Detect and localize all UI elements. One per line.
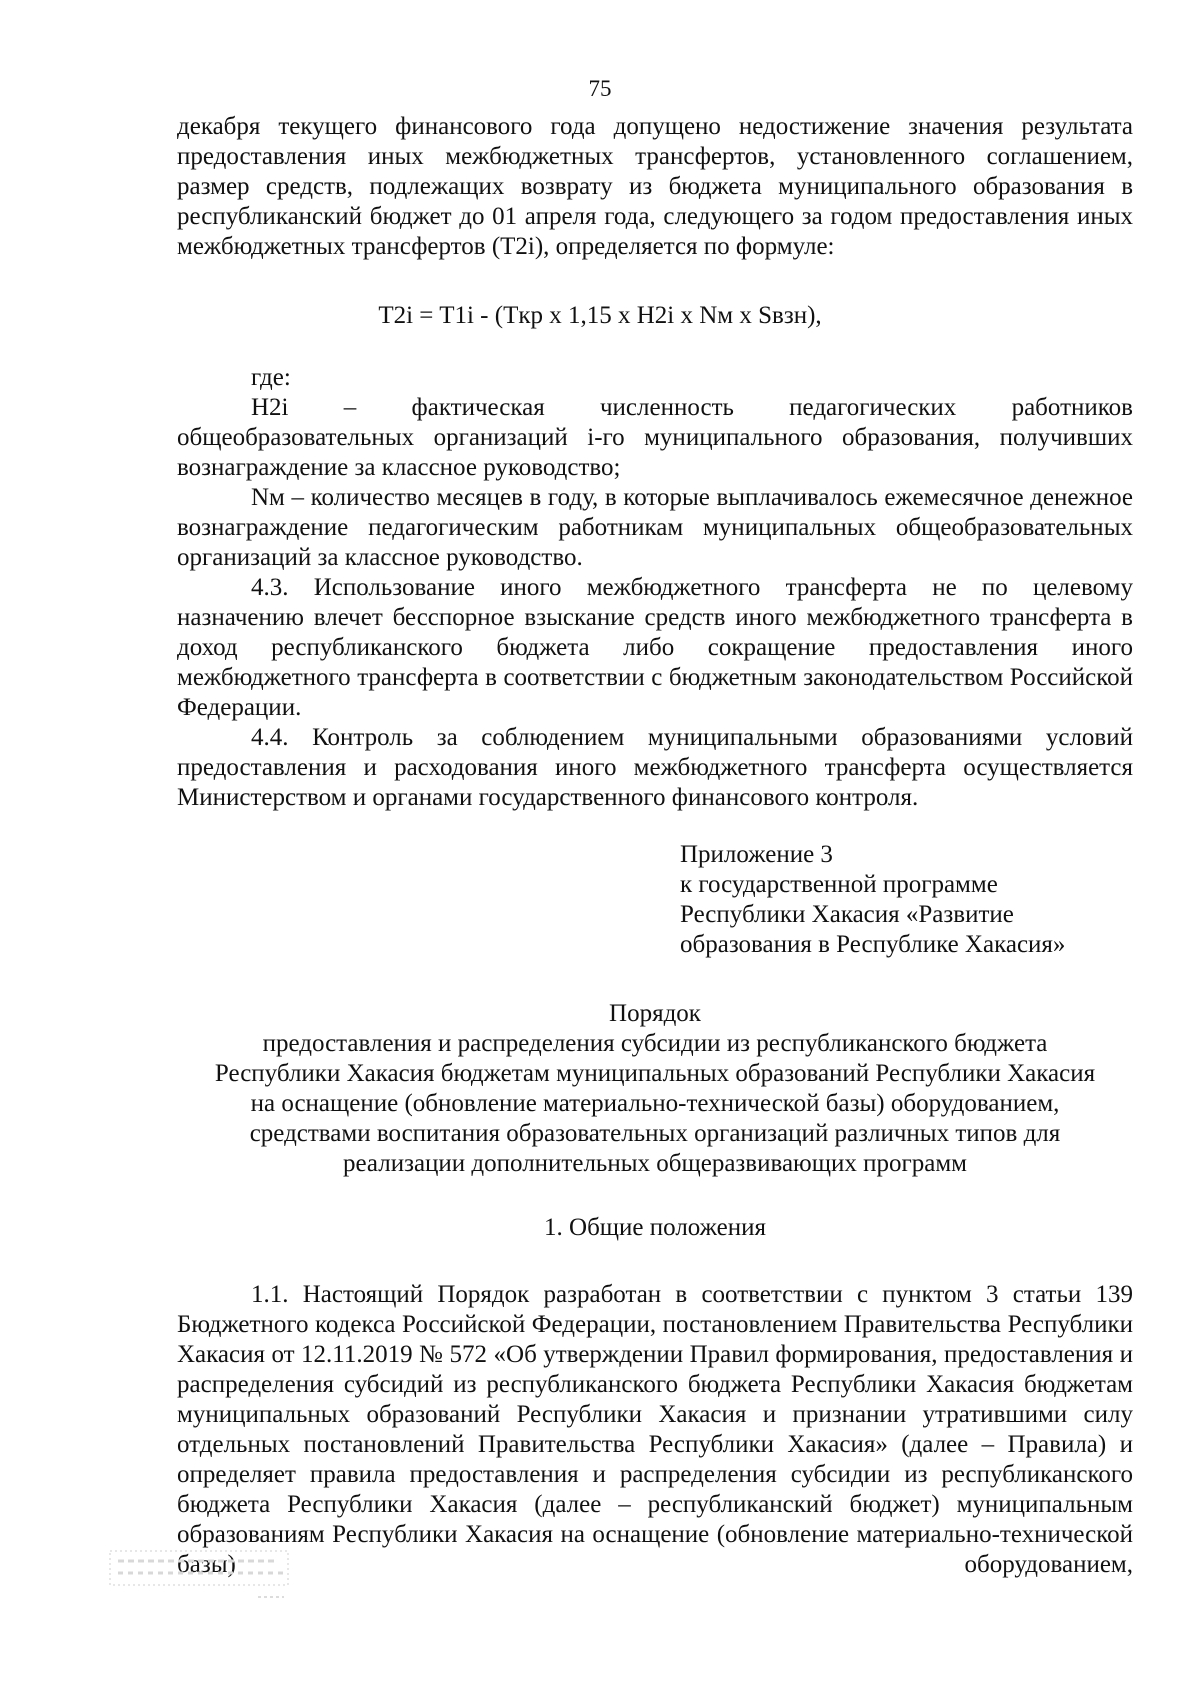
definitions-block (177, 363, 1133, 813)
term-h2i-dash: – (343, 394, 357, 421)
faded-stamp-mark (108, 1545, 324, 1605)
paragraph-1-1-block (177, 1280, 1133, 1580)
section-heading: 1. Общие положения (544, 1214, 766, 1241)
page-number: 75 (588, 76, 612, 101)
term-h2i-symbol: H2i (251, 394, 289, 421)
title-line: предоставления и распределения субсидии из республиканского бюджета (262, 1030, 1048, 1057)
where-label: где: (251, 364, 291, 391)
appendix-line: Приложение 3 (680, 841, 833, 868)
term-h2i-word: педагогических (789, 394, 957, 421)
title-line: на оснащение (обновление материально-технической базы) оборудованием, (250, 1090, 1060, 1117)
term-h2i-word: фактическая (411, 394, 545, 421)
term-h2i-word: работников (1011, 394, 1133, 421)
appendix-line: Республики Хакасия «Развитие (680, 901, 1014, 928)
term-nm-definition: Nм – количество месяцев в году, в которые выплачивалось ежемесячное денежное вознаграждение педагогическим работникам муниципальных общеобразовательных организаций за классное руководство. (177, 484, 1133, 571)
term-h2i-definition: общеобразовательных организаций i-го муниципального образования, получивших вознаграждение за классное руководство; (177, 424, 1133, 481)
paragraph-4-3: 4.3. Использование иного межбюджетного трансферта не по целевому назначению влечет бесспорное взыскание средств иного межбюджетного трансферта в доход республиканского бюджета либо сокращение предоставления иного межбюджетного трансферта в соответствии с бюджетным законодательством Российской Федерации. (177, 574, 1133, 721)
term-h2i-word: численность (599, 394, 734, 421)
appendix-line: к государственной программе (680, 871, 998, 898)
title-line: средствами воспитания образовательных организаций различных типов для (249, 1120, 1061, 1147)
continuation-paragraph (177, 112, 1133, 262)
paragraph-1-1: 1.1. Настоящий Порядок разработан в соответствии с пунктом 3 статьи 139 Бюджетного кодекса Российской Федерации, постановлением Правительства Республики Хакасия от 12.11.2019 № 572 «Об утверждении Правил формирования, предоставления и распределения субсидий из республиканского бюджета Республики Хакасия бюджетам муниципальных образований Республики Хакасия и признании утратившими силу отдельных постановлений Правительства Республики Хакасия» (далее – Правила) и определяет правила предоставления и распределения субсидии из республиканского бюджета Республики Хакасия (далее – республиканский бюджет) муниципальным образованиям Республики Хакасия на оснащение (обновление материально-технической базы) оборудованием, (177, 1281, 1133, 1578)
title-heading: Порядок (609, 1000, 701, 1027)
title-line: реализации дополнительных общеразвивающих программ (343, 1150, 967, 1177)
term-h2i-head (251, 393, 1133, 423)
title-line: Республики Хакасия бюджетам муниципальных образований Республики Хакасия (214, 1060, 1096, 1087)
formula: T2i = T1i - (Tкр x 1,15 x H2i x Nм x Sвзн), (378, 302, 822, 329)
paragraph-4-4: 4.4. Контроль за соблюдением муниципальными образованиями условий предоставления и расходования иного межбюджетного трансферта осуществляется Министерством и органами государственного финансового контроля. (177, 724, 1133, 811)
appendix-line: образования в Республике Хакасия» (680, 931, 1066, 958)
document-title (177, 999, 1133, 1179)
appendix-header (680, 840, 1065, 960)
continuation-text: декабря текущего финансового года допущено недостижение значения результата предоставления иных межбюджетных трансфертов, установленного соглашением, размер средств, подлежащих возврату из бюджета муниципального образования в республиканский бюджет до 01 апреля года, следующего за годом предоставления иных межбюджетных трансфертов (T2i), определяется по формуле: (177, 113, 1133, 260)
